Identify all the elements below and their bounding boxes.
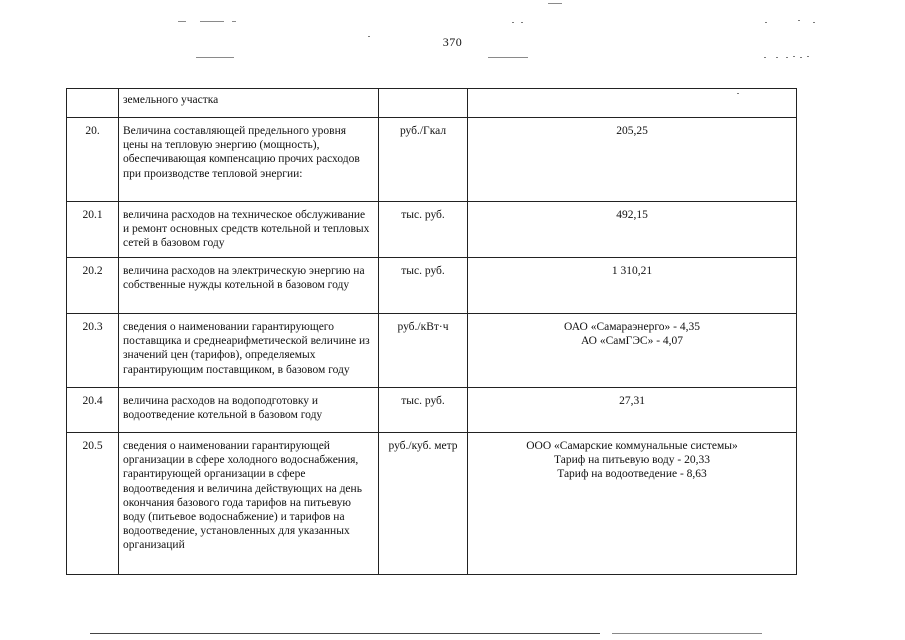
value-line: ООО «Самарские коммунальные системы» xyxy=(526,440,738,452)
scan-mark xyxy=(793,56,795,57)
row-unit: тыс. руб. xyxy=(379,258,468,314)
table-row xyxy=(67,202,797,258)
scan-mark xyxy=(200,21,224,22)
row-number: 20.5 xyxy=(67,433,119,575)
row-unit: руб./кВт·ч xyxy=(379,314,468,388)
row-number: 20.1 xyxy=(67,202,119,258)
row-value xyxy=(468,258,797,314)
scan-mark xyxy=(512,22,514,23)
value-line: АО «СамГЭС» - 4,07 xyxy=(580,335,684,348)
row-value xyxy=(468,433,797,575)
row-unit xyxy=(379,89,468,118)
row-value xyxy=(468,202,797,258)
scan-mark xyxy=(764,57,766,58)
page-bottom-rule xyxy=(612,633,762,634)
scan-mark xyxy=(813,22,815,23)
row-number: 20. xyxy=(67,118,119,202)
row-value xyxy=(468,89,797,118)
row-description: сведения о наименовании гарантирующего поставщика и среднеарифметической величине из значений цен (тарифов), определяемых гарантирующим поставщиком, в базовом году xyxy=(119,314,379,388)
value-line: ОАО «Самараэнерго» - 4,35 xyxy=(564,321,700,333)
table-row xyxy=(67,258,797,314)
row-value xyxy=(468,388,797,433)
scan-mark xyxy=(521,22,523,23)
scan-mark xyxy=(196,57,234,58)
page-bottom-rule xyxy=(90,633,600,634)
tariff-table xyxy=(66,88,797,575)
row-description: сведения о наименовании гарантирующей организации в сфере холодного водоснабжения, гарантирующей организации в сфере водоотведения и величина действующих на день окончания базового года тарифов на питьевую воду (питьевое водоснабжение) и тарифов на водоотведение, установленных для указанных организаций xyxy=(119,433,379,575)
row-description: величина расходов на электрическую энергию на собственные нужды котельной в базовом году xyxy=(119,258,379,314)
row-description: Величина составляющей предельного уровня цены на тепловую энергию (мощность), обеспечивающая компенсацию прочих расходов при производстве тепловой энергии: xyxy=(119,118,379,202)
table-row xyxy=(67,314,797,388)
scan-mark xyxy=(178,21,186,22)
value-line: 1 310,21 xyxy=(611,265,653,277)
row-description: величина расходов на техническое обслуживание и ремонт основных средств котельной и тепловых сетей в базовом году xyxy=(119,202,379,258)
row-value xyxy=(468,314,797,388)
table-row xyxy=(67,433,797,575)
row-value xyxy=(468,118,797,202)
scan-mark xyxy=(807,56,809,57)
scan-mark xyxy=(800,57,802,58)
value-line: Тариф на водоотведение - 8,63 xyxy=(557,468,707,481)
row-number: 20.4 xyxy=(67,388,119,433)
scan-mark xyxy=(798,20,800,21)
value-line: 492,15 xyxy=(616,209,648,221)
scan-mark xyxy=(765,22,767,23)
scan-mark xyxy=(786,57,788,58)
row-description: величина расходов на водоподготовку и водоотведение котельной в базовом году xyxy=(119,388,379,433)
value-line: Тариф на питьевую воду - 20,33 xyxy=(554,454,710,467)
row-unit: тыс. руб. xyxy=(379,388,468,433)
value-line: 27,31 xyxy=(619,395,645,407)
row-unit: тыс. руб. xyxy=(379,202,468,258)
row-number: 20.3 xyxy=(67,314,119,388)
table-row xyxy=(67,118,797,202)
value-line: 205,25 xyxy=(616,125,648,137)
scan-mark xyxy=(488,57,528,58)
table-row xyxy=(67,89,797,118)
table-row xyxy=(67,388,797,433)
row-description: земельного участка xyxy=(119,89,379,118)
scan-mark xyxy=(232,21,236,22)
row-unit: руб./Гкал xyxy=(379,118,468,202)
row-number: 20.2 xyxy=(67,258,119,314)
scan-mark xyxy=(776,57,778,58)
row-number xyxy=(67,89,119,118)
scan-mark xyxy=(548,3,562,4)
row-unit: руб./куб. метр xyxy=(379,433,468,575)
page-number: 370 xyxy=(442,35,463,49)
table-body xyxy=(67,89,797,575)
